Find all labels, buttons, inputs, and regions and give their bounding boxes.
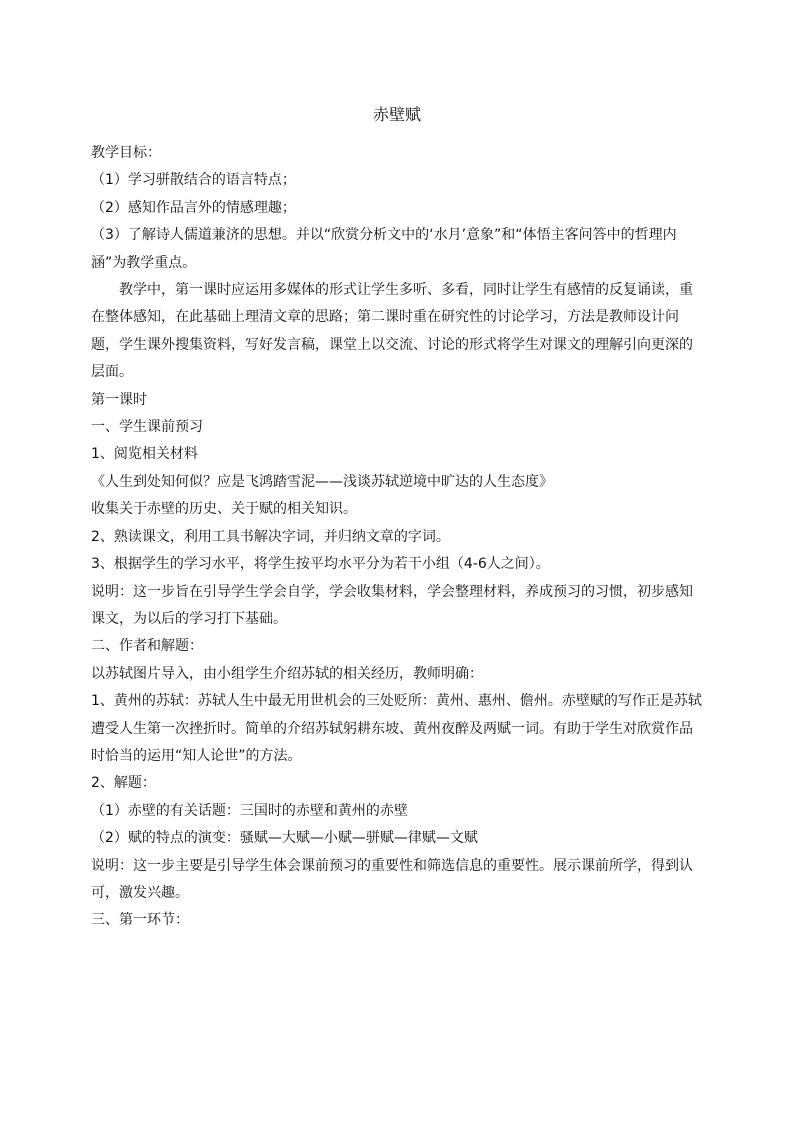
paragraph: 三、第一环节： (91, 912, 189, 929)
paragraph: 教学目标： (91, 145, 161, 161)
paragraph: （1）学习骈散结合的语言特点； (91, 172, 296, 189)
paragraph: 教学中，第一课时应运用多媒体的形式让学生多听、多看，同时让学生有感情的反复诵读，重在整体感知，在此基础上理清文章的思路；第二课时重在研究性的讨论学习，方法是教师设计问题，学生课外搜集资料，写好发言稿，课堂上以交流、讨论的形式将学生对课文的理解引向更深的层面。 (91, 282, 693, 381)
paragraph: 二、作者和解题： (91, 638, 203, 655)
paragraph: 第一课时 (91, 391, 147, 408)
paragraph: （1）赤壁的有关话题：三国时的赤壁和黄州的赤壁 (91, 802, 408, 819)
paragraph: 《人生到处知何似？应是飞鸿踏雪泥——浅谈苏轼逆境中旷达的人生态度》 (91, 473, 553, 490)
paragraph: （2）感知作品言外的情感理趣； (91, 199, 296, 216)
paragraph: 说明：这一步旨在引导学生学会自学，学会收集材料，学会整理材料，养成预习的习惯，初步感知课文，为以后的学习打下基础。 (91, 583, 693, 627)
paragraph: 2、熟读课文，利用工具书解决字词，并归纳文章的字词。 (91, 528, 450, 545)
paragraph: 收集关于赤壁的历史、关于赋的相关知识。 (91, 501, 357, 518)
paragraph: 2、解题： (91, 775, 156, 792)
paragraph: 1、黄州的苏轼：苏轼人生中最无用世机会的三处贬所：黄州、惠州、儋州。赤壁赋的写作正是苏轼遭受人生第一次挫折时。简单的介绍苏轼躬耕东坡、黄州夜醉及两赋一词。有助于学生对欣赏作品时恰当的运用“知人论世”的方法。 (91, 693, 702, 764)
paragraph: （3）了解诗人儒道兼济的思想。并以“欣赏分析文中的‘水月’意象”和“体悟主客问答中的哲理内涵”为教学重点。 (91, 227, 677, 271)
paragraph: （2）赋的特点的演变：骚赋—大赋—小赋—骈赋—律赋—文赋 (91, 830, 478, 847)
paragraph: 1、阅览相关材料 (91, 446, 198, 463)
document-body (91, 140, 705, 935)
paragraph: 一、学生课前预习 (91, 419, 203, 436)
paragraph: 3、根据学生的学习水平，将学生按平均水平分为若干小组（4-6人之间）。 (91, 556, 550, 573)
paragraph: 说明：这一步主要是引导学生体会课前预习的重要性和筛选信息的重要性。展示课前所学，得到认可，激发兴趣。 (91, 857, 693, 901)
paragraph: 以苏轼图片导入，由小组学生介绍苏轼的相关经历，教师明确： (91, 665, 483, 682)
document-title: 赤壁赋 (372, 105, 421, 124)
